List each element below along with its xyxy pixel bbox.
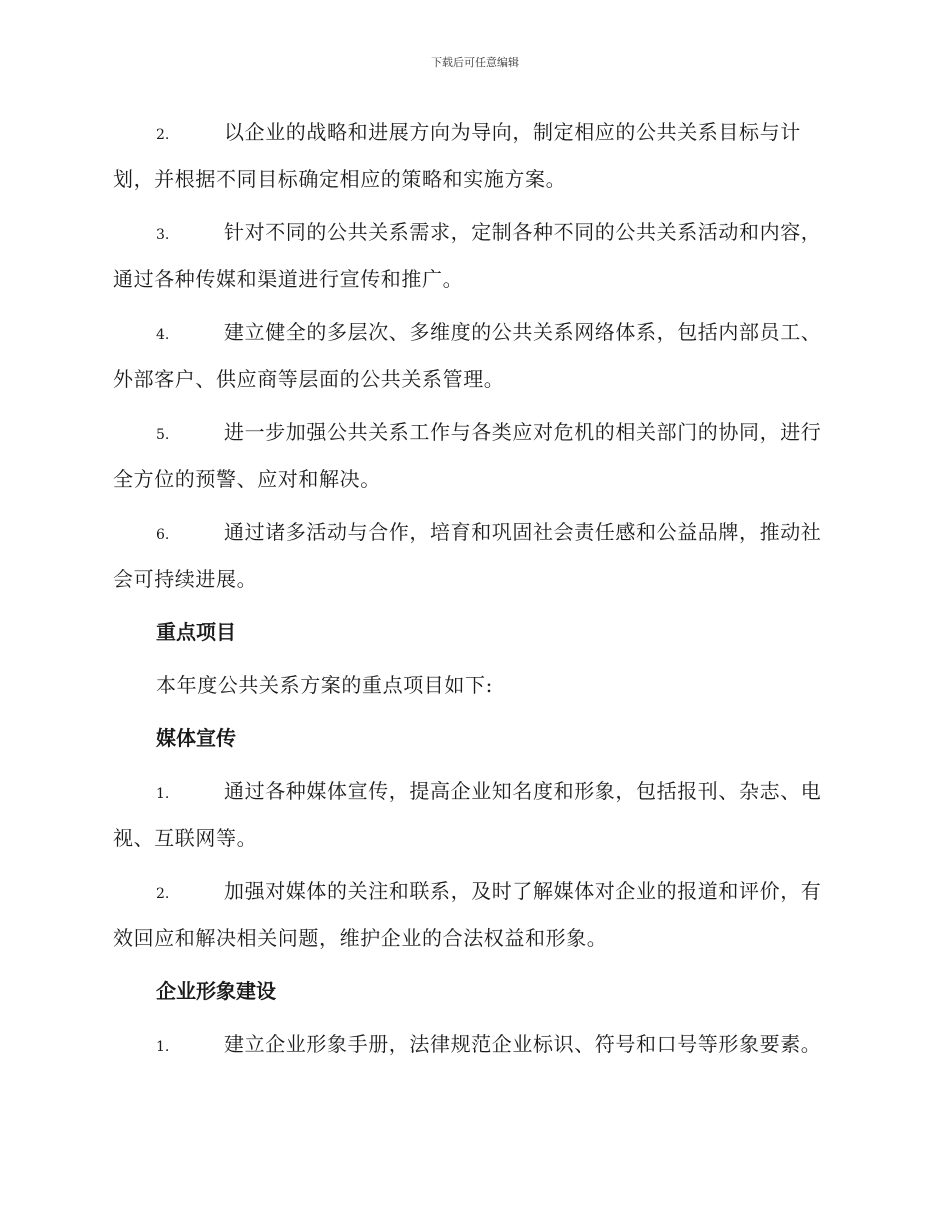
list-item — [113, 510, 838, 601]
list-number: 2. — [156, 886, 170, 902]
list-item — [113, 210, 838, 301]
list-number: 6. — [156, 527, 170, 543]
list-number: 4. — [156, 327, 170, 343]
list-item — [113, 869, 838, 960]
list-text: 建立健全的多层次、多维度的公共关系网络体系，包括内部员工、外部客户、供应商等层面的公共关系管理。 — [113, 320, 822, 391]
list-number: 2. — [156, 127, 170, 143]
list-text: 针对不同的公共关系需求，定制各种不同的公共关系活动和内容，通过各种传媒和渠道进行宣传和推广。 — [113, 220, 822, 291]
list-text: 加强对媒体的关注和联系，及时了解媒体对企业的报道和评价，有效回应和解决相关问题，维护企业的合法权益和形象。 — [113, 879, 822, 950]
page-header: 下载后可任意编辑 — [431, 56, 519, 69]
section-heading-image-building: 企业形象建设 — [156, 979, 276, 1003]
document-body — [113, 110, 838, 1078]
list-text: 通过诸多活动与合作，培育和巩固社会责任感和公益品牌，推动社会可持续进展。 — [113, 520, 822, 591]
list-item — [113, 410, 838, 501]
list-number: 1. — [156, 1039, 170, 1055]
list-text: 通过各种媒体宣传，提高企业知名度和形象，包括报刊、杂志、电视、互联网等。 — [113, 779, 822, 850]
list-item — [113, 769, 838, 860]
key-projects-intro: 本年度公共关系方案的重点项目如下: — [156, 673, 493, 697]
list-text: 进一步加强公共关系工作与各类应对危机的相关部门的协同，进行全方位的预警、应对和解决。 — [113, 420, 822, 491]
section-heading-key-projects: 重点项目 — [156, 620, 236, 644]
list-number: 1. — [156, 786, 170, 802]
section-heading-media: 媒体宣传 — [156, 726, 236, 750]
list-item — [113, 310, 838, 401]
list-item — [113, 110, 838, 201]
list-number: 3. — [156, 227, 170, 243]
list-text: 建立企业形象手册，法律规范企业标识、符号和口号等形象要素。 — [224, 1032, 822, 1056]
list-item — [113, 1022, 838, 1069]
list-number: 5. — [156, 427, 170, 443]
list-text: 以企业的战略和进展方向为导向，制定相应的公共关系目标与计划，并根据不同目标确定相应的策略和实施方案。 — [113, 120, 801, 191]
